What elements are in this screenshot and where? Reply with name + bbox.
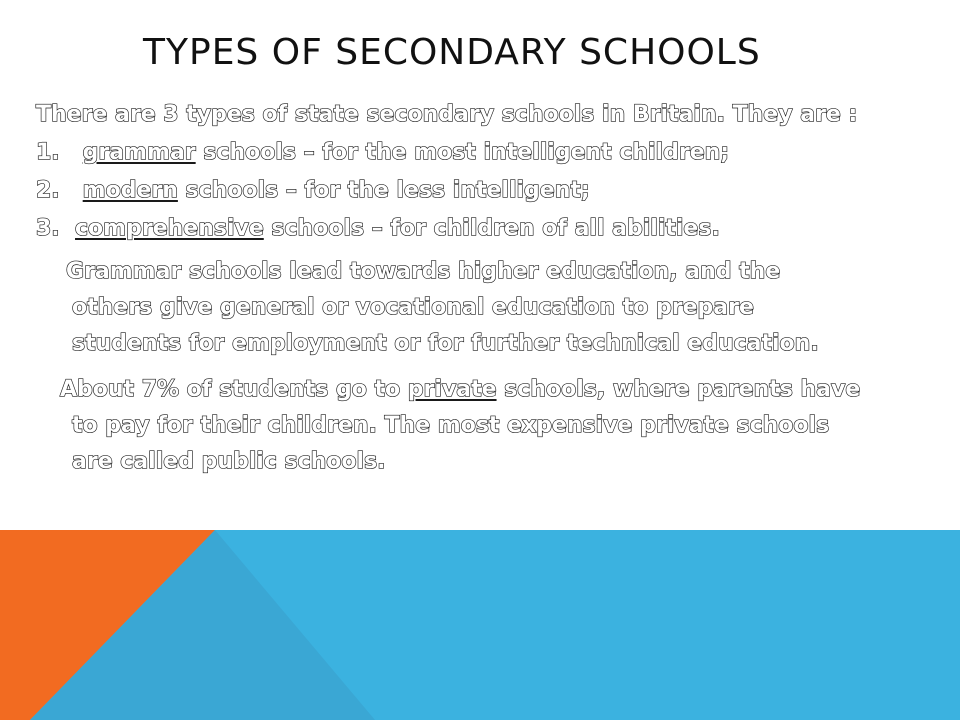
list-text: schools – for children of all abilities. xyxy=(263,216,720,241)
list-number: 2. xyxy=(36,178,60,203)
list-term: grammar xyxy=(82,140,196,165)
paragraph-text: schools, where parents have xyxy=(496,377,861,402)
paragraph-line: Grammar schools lead towards higher education, and the xyxy=(66,259,781,284)
paragraph-line: others give general or vocational education to prepare xyxy=(72,295,754,320)
paragraph-line: to pay for their children. The most expensive private schools xyxy=(72,413,830,438)
paragraph-grammar-schools xyxy=(36,254,936,362)
list-number: 3. xyxy=(36,216,60,241)
list-number: 1. xyxy=(36,140,60,165)
slide-title: TYPES OF SECONDARY SCHOOLS xyxy=(143,32,761,73)
list-text: schools – for the less intelligent; xyxy=(177,178,590,203)
list-item xyxy=(36,134,936,172)
intro-line: There are 3 types of state secondary schools in Britain. They are : xyxy=(36,102,858,127)
paragraph-line: are called public schools. xyxy=(72,449,386,474)
slide-body xyxy=(36,96,936,480)
list-item xyxy=(36,210,936,248)
paragraph-line: students for employment or for further technical education. xyxy=(72,331,819,356)
paragraph-line xyxy=(36,372,936,408)
list-term: modern xyxy=(82,178,178,203)
list-item xyxy=(36,172,936,210)
paragraph-private-schools xyxy=(36,372,936,480)
list-term: comprehensive xyxy=(75,216,264,241)
list-text: schools – for the most intelligent children; xyxy=(195,140,730,165)
private-term: private xyxy=(407,377,497,402)
paragraph-text: About 7% of students go to xyxy=(60,377,408,402)
